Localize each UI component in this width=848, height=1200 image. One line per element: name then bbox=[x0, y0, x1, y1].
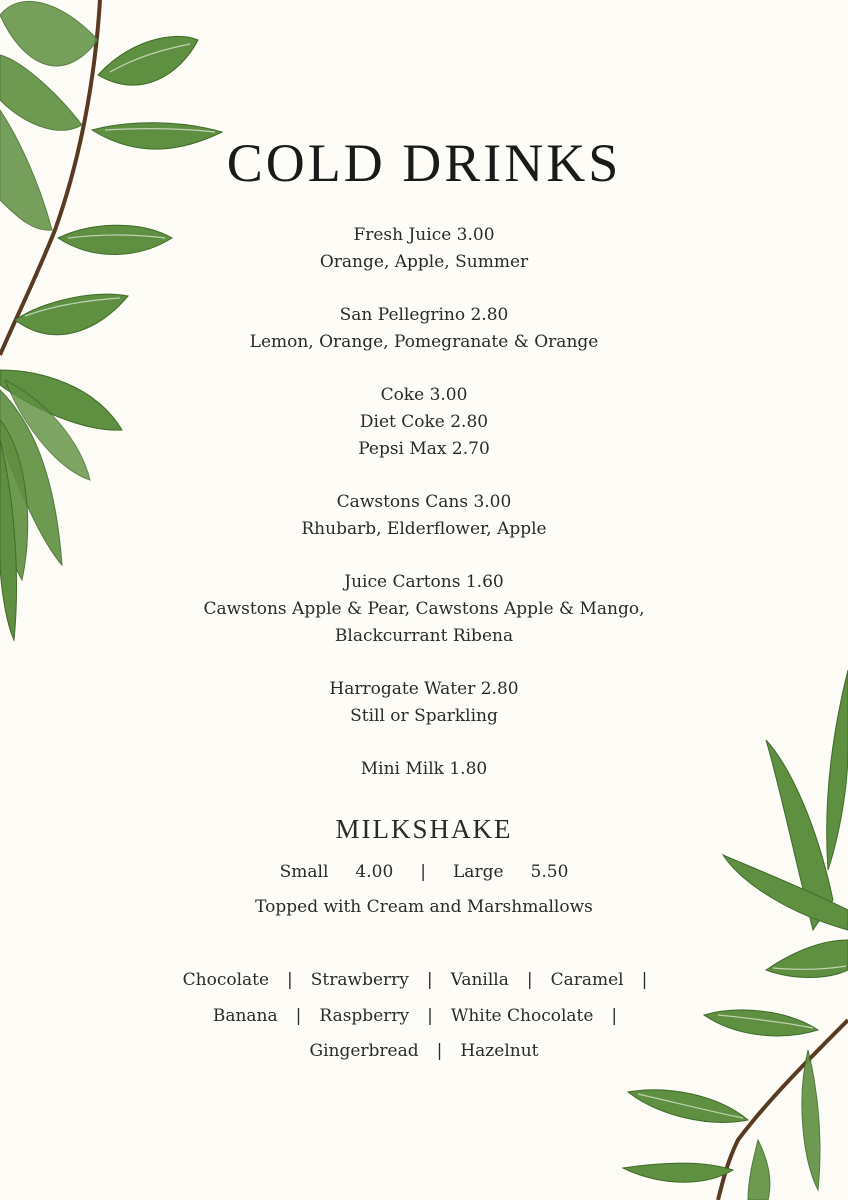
drink-line: Juice Cartons 1.60 bbox=[344, 572, 504, 592]
separator: | bbox=[436, 1041, 443, 1061]
flavour-item: Strawberry bbox=[310, 970, 409, 990]
drink-line: Blackcurrant Ribena bbox=[334, 626, 514, 646]
separator: | bbox=[295, 1005, 302, 1026]
milkshake-topping: Topped with Cream and Marshmallows bbox=[255, 897, 593, 917]
drink-line: Lemon, Orange, Pomegranate & Orange bbox=[249, 332, 599, 352]
separator: | bbox=[426, 970, 433, 990]
drink-line: Cawstons Apple & Pear, Cawstons Apple & Mango, bbox=[203, 599, 645, 619]
drink-item-fresh-juice bbox=[0, 222, 848, 276]
drink-item-harrogate-water bbox=[0, 676, 848, 730]
drink-line: Rhubarb, Elderflower, Apple bbox=[301, 519, 547, 539]
flavour-item: Banana bbox=[212, 1005, 278, 1026]
page-title: COLD DRINKS bbox=[226, 133, 622, 193]
drink-line: San Pellegrino 2.80 bbox=[339, 305, 509, 325]
drink-line: Coke 3.00 bbox=[380, 385, 468, 405]
drink-item-san-pellegrino bbox=[0, 302, 848, 356]
separator: | bbox=[611, 1005, 618, 1026]
drinks-list bbox=[0, 222, 848, 809]
drink-line: Fresh Juice 3.00 bbox=[353, 225, 495, 245]
flavour-item: Gingerbread bbox=[309, 1041, 419, 1061]
flavour-item: Caramel bbox=[550, 970, 624, 990]
drink-line: Orange, Apple, Summer bbox=[319, 252, 529, 272]
drink-line: Still or Sparkling bbox=[350, 706, 498, 726]
flavour-row bbox=[0, 1002, 848, 1038]
flavour-list bbox=[0, 966, 848, 1073]
milkshake-title: MILKSHAKE bbox=[335, 814, 513, 844]
separator: | bbox=[641, 970, 648, 990]
drink-item-juice-cartons bbox=[0, 569, 848, 650]
flavour-item: Chocolate bbox=[182, 970, 270, 990]
separator: | bbox=[287, 970, 293, 990]
flavour-row bbox=[0, 1037, 848, 1073]
flavour-item: White Chocolate bbox=[450, 1005, 594, 1026]
separator: | bbox=[526, 970, 533, 990]
drink-line: Mini Milk 1.80 bbox=[360, 759, 488, 779]
drink-item-coke bbox=[0, 382, 848, 463]
drink-line: Cawstons Cans 3.00 bbox=[336, 492, 512, 512]
separator: | bbox=[427, 1005, 433, 1026]
flavour-row bbox=[0, 966, 848, 1002]
flavour-item: Raspberry bbox=[319, 1005, 410, 1026]
milkshake-sizes: Small 4.00 | Large 5.50 bbox=[279, 862, 569, 882]
drink-line: Harrogate Water 2.80 bbox=[329, 679, 519, 699]
flavour-item: Hazelnut bbox=[460, 1041, 539, 1061]
flavour-item: Vanilla bbox=[450, 970, 509, 990]
drink-item-cawstons-cans bbox=[0, 489, 848, 543]
drink-line: Diet Coke 2.80 bbox=[359, 412, 489, 432]
drink-item-mini-milk bbox=[0, 756, 848, 783]
drink-line: Pepsi Max 2.70 bbox=[358, 439, 490, 459]
